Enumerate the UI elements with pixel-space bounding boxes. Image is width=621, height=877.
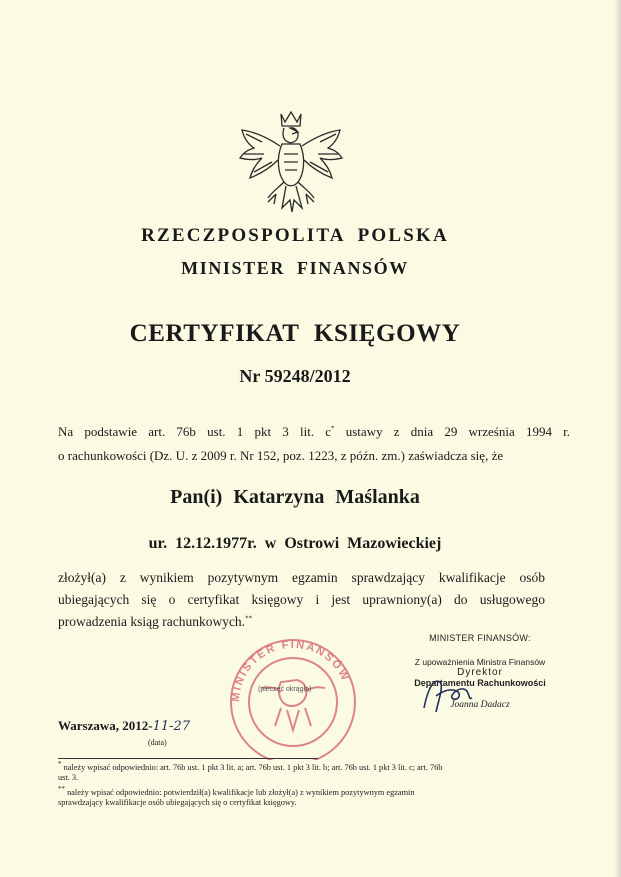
statement-line-2: ubiegających się o certyfikat księgowy i jest uprawniony(a) do usługowego — [58, 592, 545, 607]
signatory-heading: MINISTER FINANSÓW: — [429, 633, 531, 643]
holder-birth: ur. 12.12.1977r. w Ostrowi Mazowieckiej — [148, 535, 442, 552]
legal-basis-line-2: o rachunkowości (Dz. U. z 2009 r. Nr 152, poz. 1223, z późn. zm.) zaświadcza się, że — [58, 448, 504, 463]
footnote-1-line-1: należy wpisać odpowiednio: art. 76b ust. 1 pkt 3 lit. a; art. 76b ust. 1 pkt 3 lit. b; art. 76b ust. 1 pkt 3 lit. c; art. 76b — [61, 763, 443, 772]
seal-ring-text: MINISTER FINANSÓW — [229, 638, 352, 703]
signatory-authorization: Z upoważnienia Ministra Finansów — [414, 657, 546, 667]
footnote-2-mark: ** — [58, 785, 65, 794]
footnote-mark: * — [331, 424, 335, 433]
signatory-position: Dyrektor — [457, 667, 503, 678]
issue-place: Warszawa, 2012- — [58, 718, 153, 733]
ministry-title: MINISTER FINANSÓW — [181, 258, 409, 278]
footnote-1-mark: * — [58, 760, 62, 769]
seal-label: (pieczęć okrągła) — [258, 686, 312, 693]
statement-line-3-text: prowadzenia ksiąg rachunkowych. — [58, 614, 246, 629]
signatory-department: Departamentu Rachunkowości — [414, 678, 546, 688]
footnote-2 — [58, 785, 518, 808]
handwritten-signature-icon — [418, 668, 488, 718]
country-title: RZECZPOSPOLITA POLSKA — [141, 225, 449, 246]
issue-place-date — [58, 718, 190, 734]
statement-line-1: złożył(a) z wynikiem pozytywnym egzamin sprawdzający kwalifikacje osób — [58, 570, 545, 585]
holder-name: Pan(i) Katarzyna Maślanka — [170, 486, 420, 508]
footnote-divider — [58, 758, 318, 759]
footnote-1 — [58, 760, 518, 783]
statement-paragraph — [58, 567, 545, 633]
certificate-title: CERTYFIKAT KSIĘGOWY — [129, 320, 461, 347]
legal-basis-text-b: ustawy z dnia 29 września 1994 r. — [334, 424, 571, 439]
footnote-1-line-2: ust. 3. — [58, 773, 79, 782]
eagle-emblem-icon — [232, 108, 350, 220]
footnote-2-line-1: należy wpisać odpowiednio: potwierdził(a) kwalifikacje lub złożył(a) z wynikiem pozytywnym egzamin — [65, 788, 415, 797]
signatory-name: Joanna Dadacz — [450, 700, 510, 710]
official-seal-icon — [221, 630, 365, 760]
statement-line-3 — [58, 614, 252, 629]
date-label: (data) — [148, 738, 167, 747]
footnote-mark-2: ** — [245, 614, 253, 623]
scan-edge — [613, 0, 621, 877]
certificate-number: Nr 59248/2012 — [239, 366, 351, 386]
handwritten-date: 11-27 — [152, 719, 191, 734]
legal-basis-paragraph — [58, 420, 570, 468]
footnote-2-line-2: sprawdzający kwalifikacje osób ubiegających się o certyfikat księgowy. — [58, 798, 297, 807]
legal-basis-text-a: Na podstawie art. 76b ust. 1 pkt 3 lit. c — [58, 424, 332, 439]
legal-basis-line-1 — [58, 420, 570, 444]
